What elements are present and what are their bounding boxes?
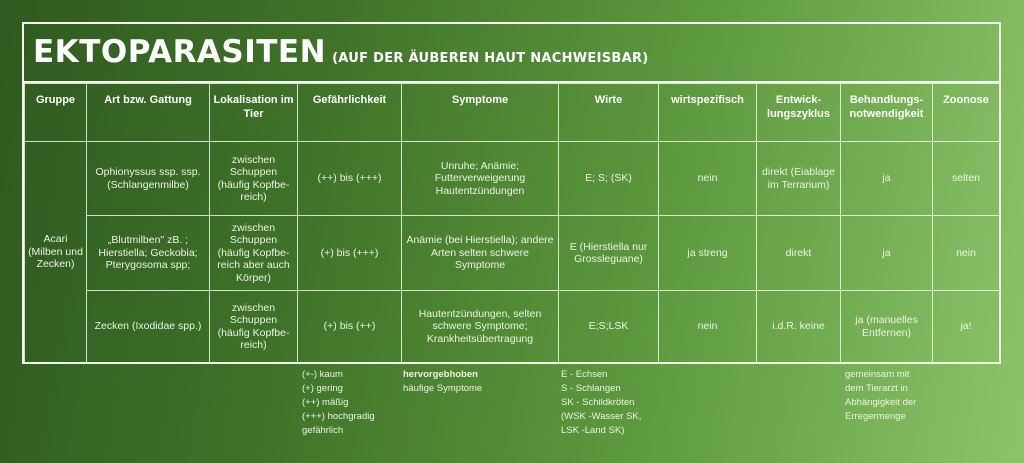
header-art: Art bzw. Gattung [87,84,210,142]
cell-art: „Blutmilben" zB. ; Hierstiella; Geckobia; Pterygosoma spp; [87,216,210,291]
legend-line: S - Schlangen [561,383,621,394]
legend-bold-sample: hervorgebhoben [403,369,478,380]
cell-symptome: Hautentzündungen, selten schwere Symptome; Krankheitsübertragung [402,291,559,363]
cell-wirtspezifisch: nein [659,291,757,363]
legend-line: Abhängigkeit der [845,397,917,408]
cell-zyklus: direkt (Eiablage im Terrarium) [757,142,841,216]
cell-lokalisation: zwischen Schuppen (häufig Kopfbe-reich) [210,142,298,216]
legend-line: LSK -Land SK) [561,425,625,436]
cell-lokalisation: zwischen Schuppen (häufig Kopfbe-reich) [210,291,298,363]
cell-zoonose: ja! [933,291,1000,363]
cell-gefahr: (+) bis (++) [298,291,402,363]
cell-art: Zecken (Ixodidae spp.) [87,291,210,363]
legend-line: (+-) kaum [302,369,343,380]
legend-line: (+++) hochgradig [302,411,375,422]
legend-line: (+) gering [302,383,343,394]
table-frame [22,22,1001,364]
cell-art: Ophionyssus ssp. ssp. (Schlangenmilbe) [87,142,210,216]
legend-line: gemeinsam mit [845,369,910,380]
legend-line: dem Tierarzt in [845,383,908,394]
group-cell: Acari (Milben und Zecken) [25,142,87,363]
title-bar [24,24,999,83]
cell-behandlung: ja [841,216,933,291]
cell-zyklus: i.d.R. keine [757,291,841,363]
cell-zoonose: selten [933,142,1000,216]
cell-symptome: Anämie (bei Hierstiella); andere Arten selten schwere Symptome [402,216,559,291]
header-wirtspezifisch: wirtspezifisch [659,84,757,142]
table-row [25,291,1000,363]
legend-gefahr [302,368,375,438]
cell-lokalisation: zwischen Schuppen (häufig Kopfbe-reich aber auch Körper) [210,216,298,291]
header-lokalisation: Lokalisation im Tier [210,84,298,142]
header-wirte: Wirte [559,84,659,142]
header-row [25,84,1000,142]
legend-behandlung [845,368,916,424]
legend-wirte [561,368,641,438]
header-behandlung: Behandlungs-notwendigkeit [841,84,933,142]
header-entwicklungszyklus: Entwick-lungszyklus [757,84,841,142]
cell-wirte: E;S;LSK [559,291,659,363]
header-gruppe: Gruppe [25,84,87,142]
cell-zoonose: nein [933,216,1000,291]
legend-line: (++) mäßig [302,397,349,408]
cell-behandlung: ja [841,142,933,216]
cell-wirtspezifisch: nein [659,142,757,216]
header-symptome: Symptome [402,84,559,142]
header-gefaehrlichkeit: Gefährlichkeit [298,84,402,142]
cell-zyklus: direkt [757,216,841,291]
legend-line: SK - Schildkröten [561,397,635,408]
legend-line: gefährlich [302,425,344,436]
legend-line: (WSK -Wasser SK, [561,411,642,422]
cell-wirtspezifisch: ja streng [659,216,757,291]
page-subtitle: (AUF DER ÄUBEREN HAUT NACHWEISBAR) [332,51,649,66]
legend-line: Erregermenge [845,411,906,422]
legend-line: häufige Symptome [403,383,483,394]
cell-wirte: E; S; (SK) [559,142,659,216]
cell-behandlung: ja (manuelles Entfernen) [841,291,933,363]
parasite-table [24,83,1000,363]
cell-symptome: Unruhe; Anämie; Futterverweigerung Hautentzündungen [402,142,559,216]
table-row [25,142,1000,216]
legend-line: E - Echsen [561,369,608,380]
page-title: EKTOPARASITEN [33,34,327,70]
legend-symptome [403,368,482,396]
cell-gefahr: (++) bis (+++) [298,142,402,216]
header-zoonose: Zoonose [933,84,1000,142]
cell-gefahr: (+) bis (+++) [298,216,402,291]
cell-wirte: E (Hierstiella nur Grossleguane) [559,216,659,291]
table-row [25,216,1000,291]
